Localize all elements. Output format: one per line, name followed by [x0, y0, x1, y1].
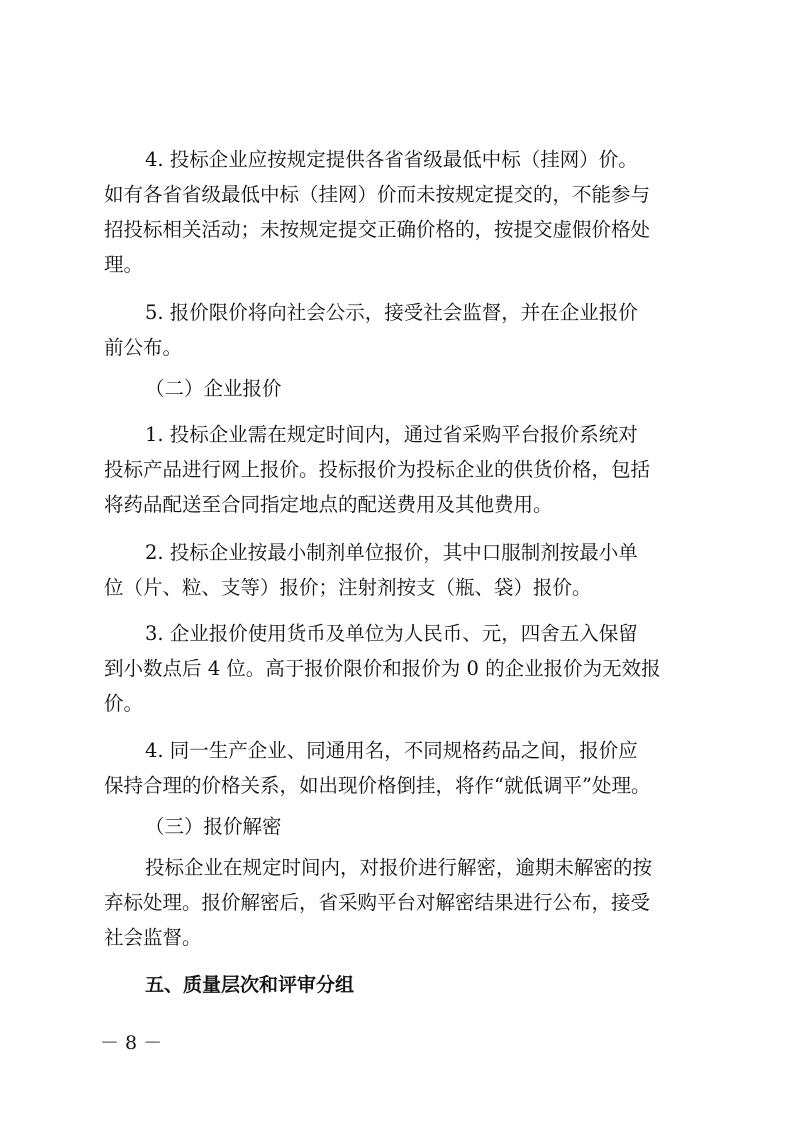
paragraph-line: 社会监督。 [104, 926, 202, 949]
paragraph-line: 4. 投标企业应按规定提供各省省级最低中标（挂网）价。 [145, 148, 638, 171]
paragraph-line: 保持合理的价格关系，如出现价格倒挂，将作“就低调平”处理。 [104, 774, 651, 797]
paragraph-line: 如有各省省级最低中标（挂网）价而未按规定提交的，不能参与 [104, 183, 651, 206]
paragraph-line: 3. 企业报价使用货币及单位为人民币、元，四舍五入保留 [145, 622, 638, 645]
paragraph-line: 弃标处理。报价解密后，省采购平台对解密结果进行公布，接受 [104, 891, 651, 914]
paragraph-line: 5. 报价限价将向社会公示，接受社会监督，并在企业报价 [145, 301, 638, 324]
paragraph-line: 4. 同一生产企业、同通用名，不同规格药品之间，报价应 [145, 739, 638, 762]
paragraph-line: 招投标相关活动；未按规定提交正确价格的，按提交虚假价格处 [104, 218, 651, 241]
paragraph-line: 前公布。 [104, 336, 183, 359]
paragraph-line: 价。 [104, 692, 144, 715]
paragraph-line: 投标企业在规定时间内，对报价进行解密，逾期未解密的按 [145, 856, 653, 879]
section-subheading: （二）企业报价 [145, 377, 282, 400]
paragraph-line: 位（片、粒、支等）报价；注射剂按支（瓶、袋）报价。 [104, 576, 592, 599]
paragraph-line: 2. 投标企业按最小制剂单位报价，其中口服制剂按最小单 [145, 541, 638, 564]
page-number: － 8 － [100, 1032, 163, 1054]
paragraph-line: 将药品配送至合同指定地点的配送费用及其他费用。 [104, 493, 553, 516]
paragraph-line: 投标产品进行网上报价。投标报价为投标企业的供货价格，包括 [104, 458, 651, 481]
paragraph-line: 到小数点后 4 位。高于报价限价和报价为 0 的企业报价为无效报 [104, 657, 661, 680]
section-heading: 五、质量层次和评审分组 [145, 974, 355, 996]
paragraph-line: 理。 [104, 253, 144, 276]
section-subheading: （三）报价解密 [145, 815, 282, 838]
paragraph-line: 1. 投标企业需在规定时间内，通过省采购平台报价系统对 [145, 423, 638, 446]
